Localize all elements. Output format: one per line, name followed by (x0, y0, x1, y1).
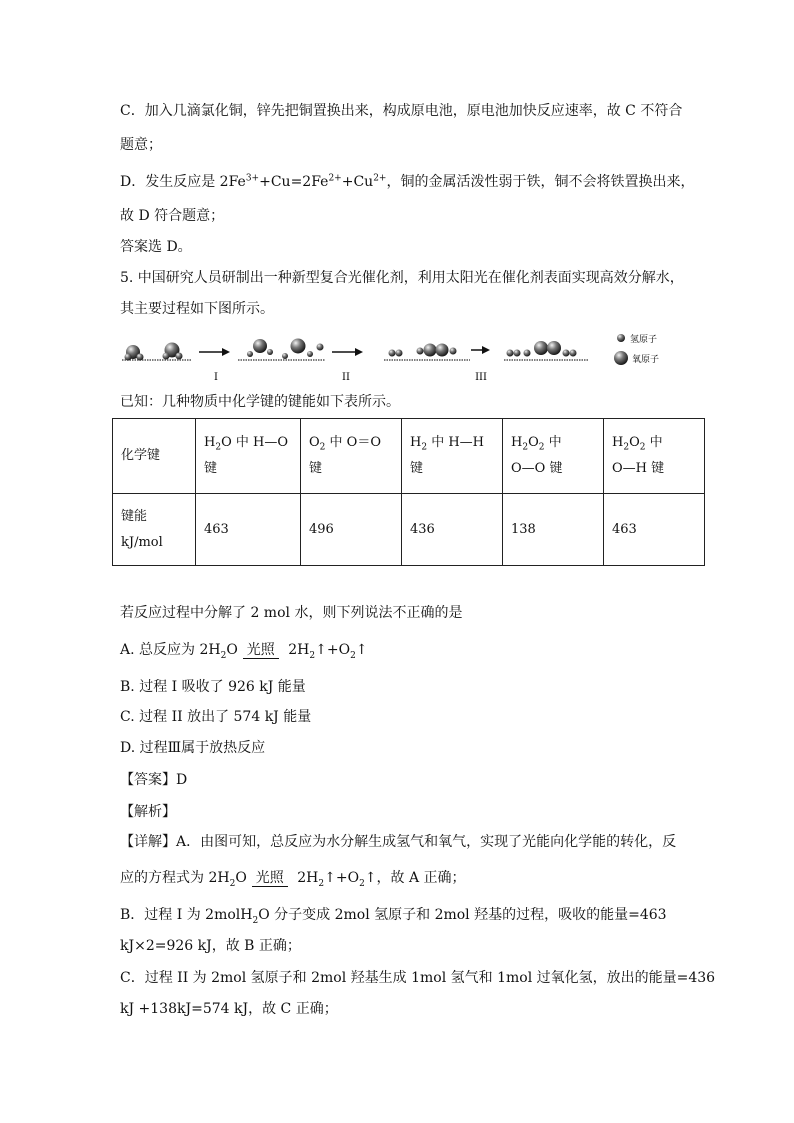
reaction-condition-2: 光照 (247, 868, 293, 888)
arrow-step-1 (199, 348, 230, 356)
table-cell-bond-1: $H_2O$ 中 H—O 键 (196, 419, 301, 494)
question-5-line-1: 5. 中国研究人员研制出一种新型复合光催化剂，利用太阳光在催化剂表面实现高效分解水， (120, 270, 684, 286)
option-d: D. 过程Ⅲ属于放热反应 (120, 740, 266, 756)
option-c: C. 过程 II 放出了 574 kJ 能量 (120, 709, 312, 725)
table-value-5: 463 (604, 494, 705, 566)
explanation-a-line-1: 【详解】A．由图可知，总反应为水分解生成氢气和氧气，实现了光能向化学能的转化，反 (120, 834, 677, 850)
answer-select-line: 答案选 D。 (120, 239, 192, 255)
explanation-a-line-2: 应的方程式为 $2H_2O$ 光照 $2H_2↑+O_2↑$，故 A 正确； (120, 870, 466, 889)
option-c-line-2: 题意； (120, 137, 162, 153)
table-header-label: 化学键 (113, 419, 196, 494)
water-molecules (125, 343, 183, 361)
arrow-step-2 (332, 348, 363, 356)
legend (614, 333, 659, 365)
analysis-title: 【解析】 (120, 804, 176, 820)
step-label-2: II (342, 372, 350, 383)
legend-hydrogen-label: 氢原子 (630, 335, 658, 345)
question-5-line-2: 其主要过程如下图所示。 (120, 301, 274, 317)
bond-energy-table (112, 418, 705, 566)
hydrogen-and-peroxide (389, 344, 457, 357)
explanation-c-line-2: kJ +138kJ=574 kJ，故 C 正确； (120, 1001, 338, 1017)
table-value-1: 463 (196, 494, 301, 566)
option-d-line-2: 故 D 符合题意； (120, 208, 225, 224)
table-cell-bond-5: $H_2O_2$ 中 O—H 键 (604, 419, 705, 494)
explanation-c-line-1: C．过程 II 为 2mol 氢原子和 2mol 羟基生成 1mol 氢气和 1mol 过氧化氢，放出的能量=436 (120, 970, 716, 986)
products (507, 341, 577, 357)
reaction-condition: 光照 (238, 640, 284, 660)
legend-oxygen-label: 氧原子 (632, 355, 660, 365)
arrow-step-3 (471, 346, 490, 354)
table-cell-bond-3: $H_2$ 中 H—H 键 (402, 419, 503, 494)
table-energy-label: 键能 kJ/mol (113, 494, 196, 566)
answer-line: 【答案】D (120, 772, 188, 788)
table-cell-bond-4: $H_2O_2$ 中 O—O 键 (503, 419, 604, 494)
table-value-2: 496 (301, 494, 402, 566)
table-header-row (113, 419, 705, 494)
step-label-1: I (214, 372, 218, 383)
table-value-3: 436 (402, 494, 503, 566)
option-b: B. 过程 I 吸收了 926 kJ 能量 (120, 679, 306, 695)
explanation-b-line-2: kJ×2=926 kJ，故 B 正确； (120, 938, 301, 954)
table-value-4: 138 (503, 494, 604, 566)
option-c-line-1: C．加入几滴氯化铜，锌先把铜置换出来，构成原电池，原电池加快反应速率，故 C 不符合 (120, 103, 683, 119)
known-data-line: 已知：几种物质中化学键的键能如下表所示。 (120, 394, 400, 410)
step-label-3: III (475, 372, 487, 383)
hydrogen-atom-icon (617, 334, 625, 342)
separated-atoms (247, 339, 324, 360)
reaction-process-diagram (120, 330, 676, 388)
explanation-b-line-1: B．过程 I 为 2molH$_2$O 分子变成 2mol 氢原子和 2mol 羟基的过程，吸收的能量=463 (120, 907, 667, 926)
option-d-line-1: D．发生反应是 $2Fe^{3+}+Cu=2Fe^{2+}+Cu^{2+}$，铜的金属活泼性弱于铁，铜不会将铁置换出来， (120, 173, 695, 190)
option-a: A. 总反应为 $2H_2O$ 光照 $2H_2↑+O_2↑$ (120, 642, 368, 661)
question-stem: 若反应过程中分解了 2 mol 水，则下列说法不正确的是 (120, 605, 463, 621)
oxygen-atom-icon (614, 351, 628, 365)
table-value-row (113, 494, 705, 566)
table-cell-bond-2: $O_2$ 中 O＝O 键 (301, 419, 402, 494)
